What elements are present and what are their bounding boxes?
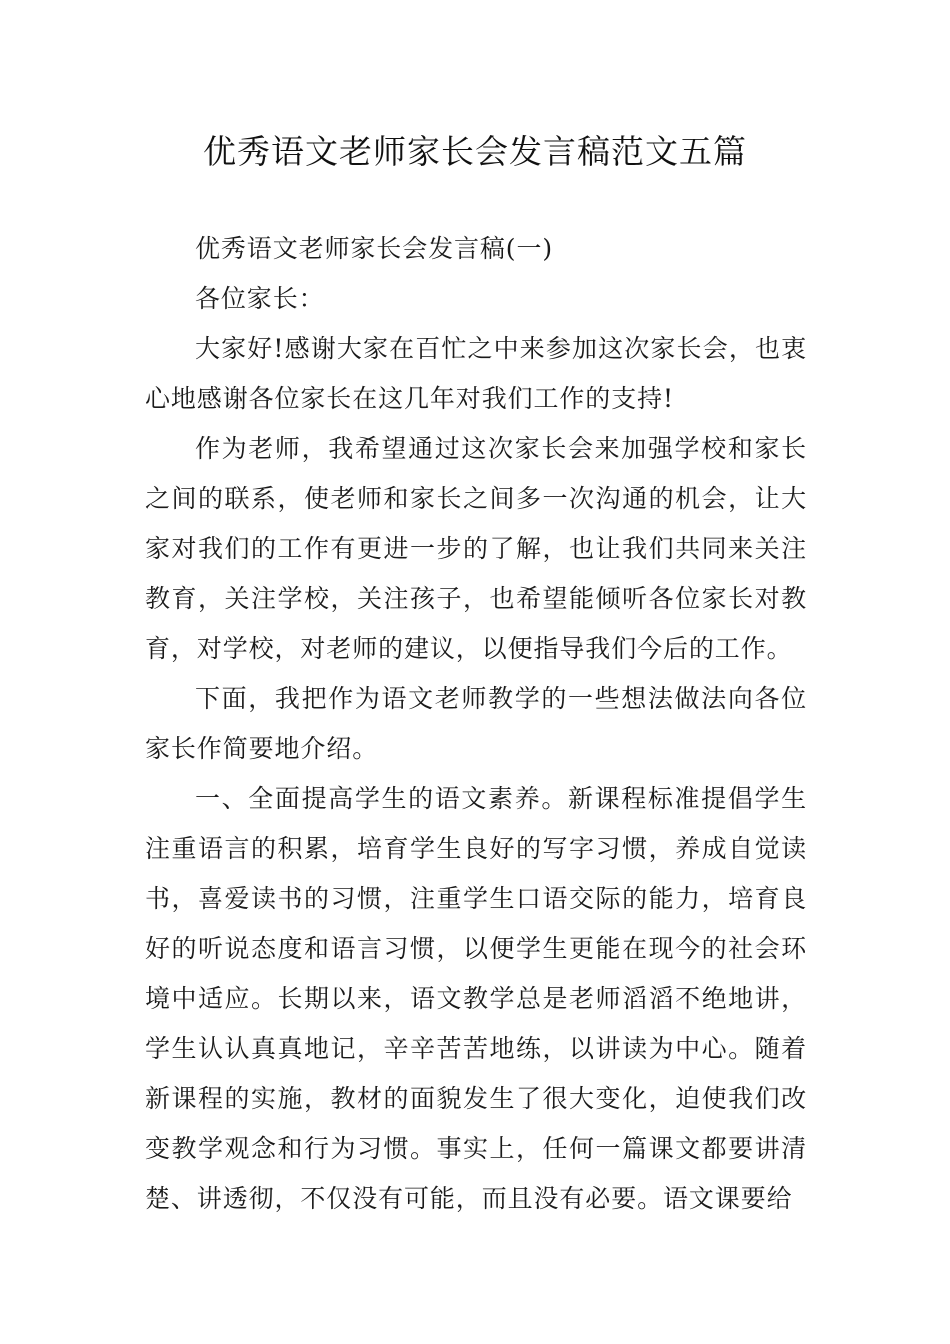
document-body [145, 224, 807, 1224]
paragraph: 一、全面提高学生的语文素养。新课程标准提倡学生注重语言的积累，培育学生良好的写字习惯，养成自觉读书，喜爱读书的习惯，注重学生口语交际的能力，培育良好的听说态度和语言习惯，以便学生更能在现今的社会环境中适应。长期以来，语文教学总是老师滔滔不绝地讲，学生认认真真地记，辛辛苦苦地练，以讲读为中心。随着新课程的实施，教材的面貌发生了很大变化，迫使我们改变教学观念和行为习惯。事实上，任何一篇课文都要讲清楚、讲透彻，不仅没有可能，而且没有必要。语文课要给 [145, 784, 807, 1213]
document-title: 优秀语文老师家长会发言稿范文五篇 [203, 132, 747, 171]
paragraph: 大家好!感谢大家在百忙之中来参加这次家长会，也衷心地感谢各位家长在这几年对我们工作的支持! [145, 334, 807, 413]
paragraph: 作为老师，我希望通过这次家长会来加强学校和家长之间的联系，使老师和家长之间多一次沟通的机会，让大家对我们的工作有更进一步的了解，也让我们共同来关注教育，关注学校，关注孩子，也希望能倾听各位家长对教育，对学校，对老师的建议，以便指导我们今后的工作。 [145, 434, 807, 663]
paragraph-subtitle: 优秀语文老师家长会发言稿(一) [195, 234, 554, 263]
paragraph: 下面，我把作为语文老师教学的一些想法做法向各位家长作简要地介绍。 [145, 684, 807, 763]
paragraph-salutation: 各位家长： [195, 284, 325, 313]
